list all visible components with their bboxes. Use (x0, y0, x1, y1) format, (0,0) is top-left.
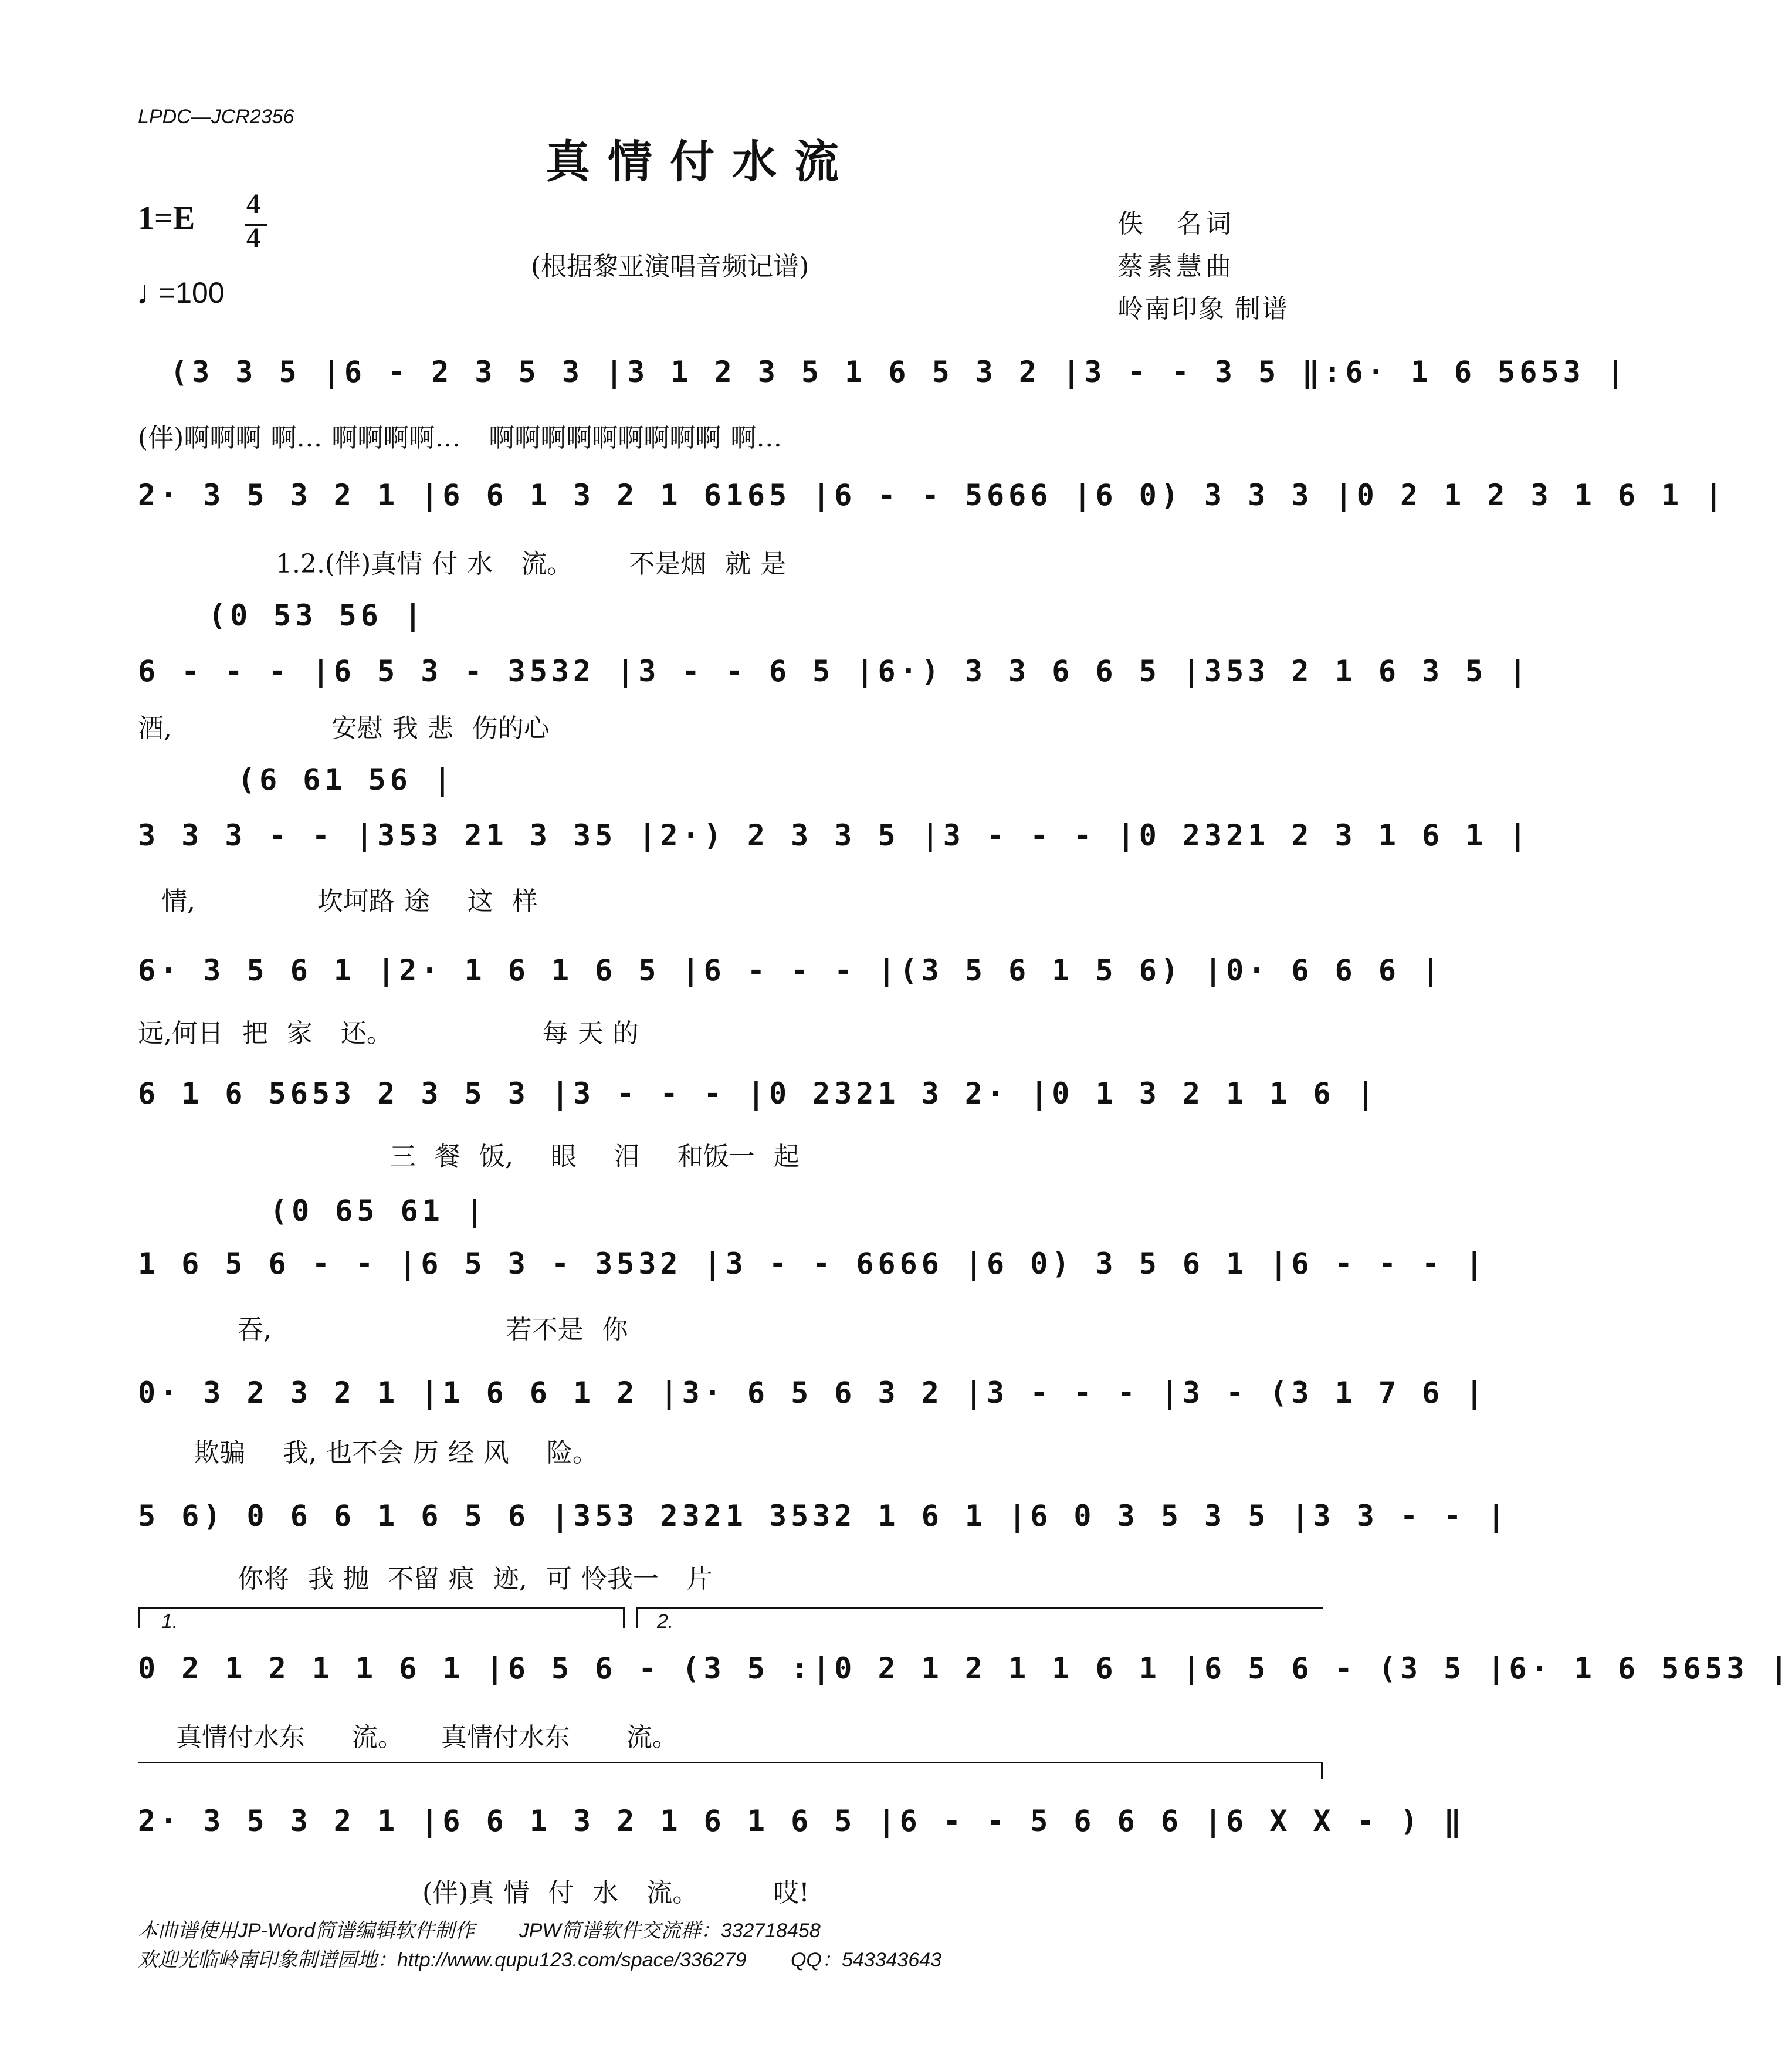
time-signature-bottom: 4 (246, 222, 260, 253)
lyrics-row-2: 1.2.(伴)真情 付 水 流。 不是烟 就 是 (276, 549, 787, 579)
second-ending-bracket (636, 1607, 1323, 1609)
footer-line-2: 欢迎光临岭南印象制谱园地：http://www.qupu123.com/space/336279 QQ：543343643 (138, 1949, 942, 1971)
second-ending-label: 2. (657, 1610, 674, 1633)
footer-line-1: 本曲谱使用JP-Word简谱编辑软件制作 JPW简谱软件交流群：332718458 (138, 1920, 821, 1942)
lyrics-row-3: 酒, 安慰 我 悲 伤的心 (138, 713, 550, 743)
score-row-4: 3 3 3 - - |353 21 3 35 |2·) 2 3 3 5 |3 - - - |0 2321 2 3 1 6 1 | (138, 818, 1531, 852)
score-row-10: 0 2 1 2 1 1 6 1 |6 5 6 - (3 5 :|0 2 1 2 1 1 6 1 |6 5 6 - (3 5 |6· 1 6 5653 | (138, 1651, 1792, 1685)
second-ending-bracket-left (636, 1607, 638, 1628)
intro-row-3: (0 53 56 | (208, 598, 426, 632)
score-row-5: 6· 3 5 6 1 |2· 1 6 1 6 5 |6 - - - |(3 5 6 1 5 6) |0· 6 6 6 | (138, 953, 1444, 987)
score-row-2: 2· 3 5 3 2 1 |6 6 1 3 2 1 6165 |6 - - 5666 |6 0) 3 3 3 |0 2 1 2 3 1 6 1 | (138, 478, 1727, 512)
intro-row-4: (6 61 56 | (238, 763, 456, 797)
lyrics-row-11: (伴)真 情 付 水 流。 哎! (422, 1878, 809, 1908)
first-ending-bracket (138, 1607, 625, 1609)
score-row-11: 2· 3 5 3 2 1 |6 6 1 3 2 1 6 1 6 5 |6 - - 5 6 6 6 |6 X X - ) ‖ (138, 1804, 1466, 1838)
score-row-7: 1 6 5 6 - - |6 5 3 - 3532 |3 - - 6666 |6 0) 3 5 6 1 |6 - - - | (138, 1247, 1488, 1281)
tempo-marking: =100 (158, 276, 225, 309)
time-signature-top: 4 (246, 188, 260, 219)
first-ending-bracket-left (138, 1607, 140, 1628)
score-row-1: (3 3 5 |6 - 2 3 5 3 |3 1 2 3 5 1 6 5 3 2 |3 - - 3 5 ‖:6· 1 6 5653 | (170, 355, 1628, 389)
lyrics-row-5: 远,何日 把 家 还。 每 天 的 (138, 1018, 639, 1048)
lyrics-row-4: 情, 坎坷路 途 这 样 (161, 886, 538, 916)
key-signature: 1=E (138, 200, 195, 236)
lyrics-row-8: 欺骗 我, 也不会 历 经 风 险。 (194, 1438, 598, 1468)
lyrics-row-10: 真情付水东 流。 真情付水东 流。 (176, 1722, 678, 1752)
arranger-credit: 岭南印象 制谱 (1117, 294, 1289, 324)
lyricist-credit: 佚 名词 (1117, 209, 1235, 239)
score-code: LPDC—JCR2356 (138, 106, 294, 128)
score-row-9: 5 6) 0 6 6 1 6 5 6 |353 2321 3532 1 6 1 |6 0 3 5 3 5 |3 3 - - | (138, 1499, 1509, 1533)
intro-row-7: (0 65 61 | (270, 1194, 488, 1228)
lyrics-row-7: 吞, 若不是 你 (238, 1315, 628, 1345)
first-ending-bracket-right (623, 1607, 625, 1628)
subtitle: (根据黎亚演唱音频记谱) (531, 252, 809, 282)
lyrics-row-1: (伴)啊啊啊 啊… 啊啊啊啊… 啊啊啊啊啊啊啊啊啊 啊… (138, 423, 782, 453)
score-row-8: 0· 3 2 3 2 1 |1 6 6 1 2 |3· 6 5 6 3 2 |3 - - - |3 - (3 1 7 6 | (138, 1376, 1488, 1410)
score-row-3: 6 - - - |6 5 3 - 3532 |3 - - 6 5 |6·) 3 3 6 6 5 |353 2 1 6 3 5 | (138, 654, 1531, 688)
lyrics-row-9: 你将 我 抛 不留 痕 迹, 可 怜我一 片 (238, 1564, 713, 1594)
first-ending-label: 1. (161, 1610, 178, 1633)
final-ending-bracket-right (1321, 1762, 1323, 1779)
page-title: 真情付水流 (546, 136, 856, 188)
composer-credit: 蔡素慧曲 (1117, 252, 1235, 282)
quarter-note-icon: ♩ (136, 273, 170, 312)
final-ending-bracket (138, 1762, 1323, 1763)
score-row-6: 6 1 6 5653 2 3 5 3 |3 - - - |0 2321 3 2· |0 1 3 2 1 1 6 | (138, 1077, 1378, 1111)
lyrics-row-6: 三 餐 饭, 眼 泪 和饭一 起 (390, 1142, 800, 1172)
